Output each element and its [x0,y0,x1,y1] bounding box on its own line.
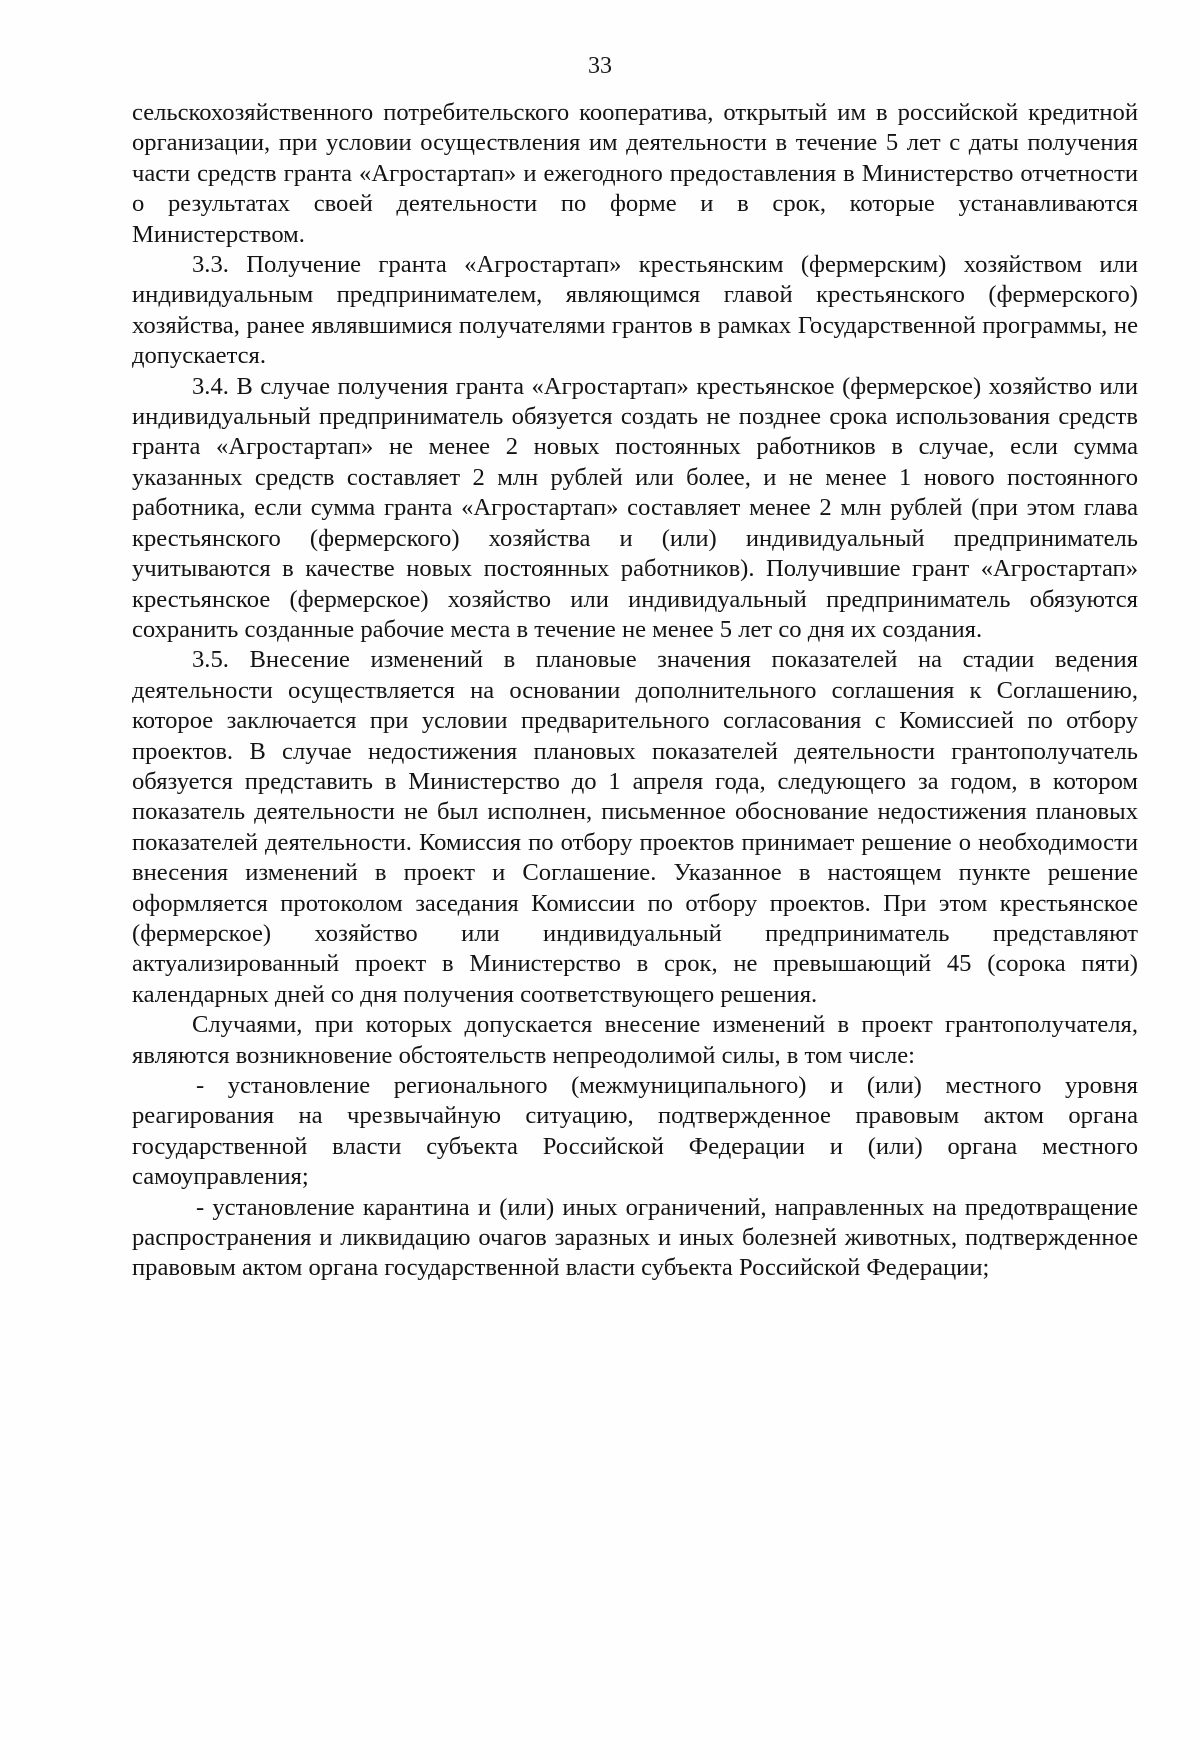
page-number: 33 [588,53,612,79]
document-body [132,98,1138,1284]
list-item-quarantine: - установление карантина и (или) иных ограничений, направленных на предотвращение распространения и ликвидацию очагов заразных и иных болезней животных, подтвержденное правовым актом органа государственной власти субъекта Российской Федерации; [132,1193,1138,1282]
paragraph-3-4: 3.4. В случае получения гранта «Агростартап» крестьянское (фермерское) хозяйство или индивидуальный предприниматель обязуется создать не позднее срока использования средств гранта «Агростартап» не менее 2 новых постоянных работников в случае, если сумма указанных средств составляет 2 млн рублей или более, и не менее 1 нового постоянного работника, если сумма гранта «Агростартап» составляет менее 2 млн рублей (при этом глава крестьянского (фермерского) хозяйства и (или) индивидуальный предприниматель учитываются в качестве новых постоянных работников). Получившие грант «Агростартап» крестьянское (фермерское) хозяйство или индивидуальный предприниматель обязуются сохранить созданные рабочие места в течение не менее 5 лет со дня их создания. [132,372,1138,643]
list-item-emergency: - установление регионального (межмуниципального) и (или) местного уровня реагирования на чрезвычайную ситуацию, подтвержденное правовым актом органа государственной власти субъекта Российской Федерации и (или) органа местного самоуправления; [132,1072,1138,1191]
paragraph-continuation: сельскохозяйственного потребительского кооператива, открытый им в российской кредитной организации, при условии осуществления им деятельности в течение 5 лет с даты получения части средств гранта «Агростартап» и ежегодного предоставления в Министерство отчетности о результатах своей деятельности по форме и в срок, которые устанавливаются Министерством. [132,99,1138,248]
paragraph-3-3: 3.3. Получение гранта «Агростартап» крестьянским (фермерским) хозяйством или индивидуальным предпринимателем, являющимся главой крестьянского (фермерского) хозяйства, ранее являвшимися получателями грантов в рамках Государственной программы, не допускается. [132,251,1138,370]
paragraph-cases-intro: Случаями, при которых допускается внесение изменений в проект грантополучателя, являются возникновение обстоятельств непреодолимой силы, в том числе: [132,1011,1138,1069]
paragraph-3-5: 3.5. Внесение изменений в плановые значения показателей на стадии ведения деятельности осуществляется на основании дополнительного соглашения к Соглашению, которое заключается при условии предварительного согласования с Комиссией по отбору проектов. В случае недостижения плановых показателей деятельности грантополучатель обязуется представить в Министерство до 1 апреля года, следующего за годом, в котором показатель деятельности не был исполнен, письменное обоснование недостижения плановых показателей деятельности. Комиссия по отбору проектов принимает решение о необходимости внесения изменений в проект и Соглашение. Указанное в настоящем пункте решение оформляется протоколом заседания Комиссии по отбору проектов. При этом крестьянское (фермерское) хозяйство или индивидуальный предприниматель представляют актуализированный проект в Министерство в срок, не превышающий 45 (сорока пяти) календарных дней со дня получения соответствующего решения. [132,646,1138,1008]
